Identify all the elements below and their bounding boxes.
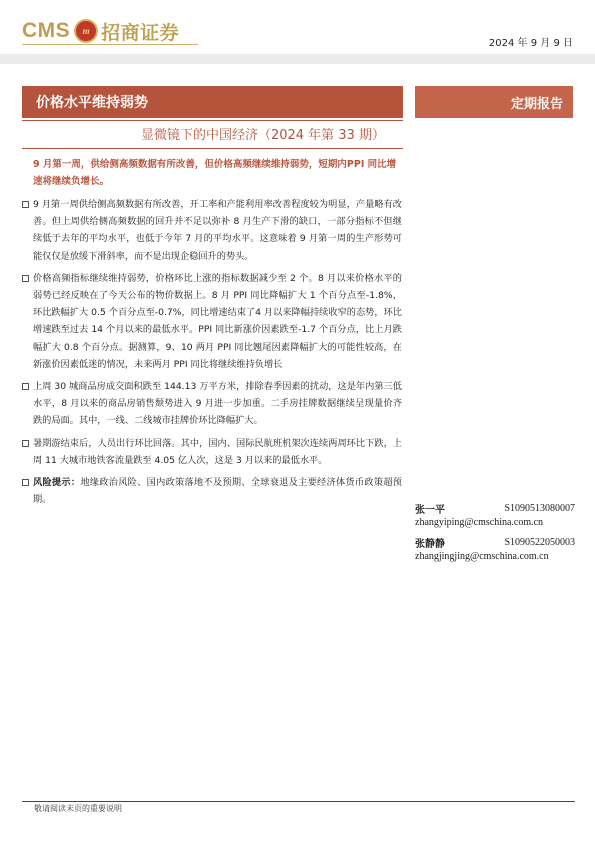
bullet-text: 风险提示：地缘政治风险、国内政策落地不及预期、全球衰退及主要经济体货币政策超预期。 [33, 477, 402, 506]
author-email[interactable]: zhangjingjing@cmschina.com.cn [415, 551, 549, 562]
author-email[interactable]: zhangyiping@cmschina.com.cn [415, 517, 544, 528]
square-bullet-icon [22, 383, 29, 390]
author-row [415, 500, 575, 517]
author-name: 张静静 [415, 539, 445, 550]
subtitle-rule [22, 148, 403, 149]
logo-emblem-icon: m [74, 19, 98, 43]
title-rule [22, 120, 403, 121]
bullet-text: 价格高频指标继续维持弱势，价格环比上涨的指标数据减少至 2 个。8 月以来价格水平的弱势已经反映在了今天公布的物价数据上。8 月 PPI 同比降幅扩大 1 个百分点至-1.8%，环比跌幅扩大 0.5 个百分点至-0.7%，同比增速结束了4 月以来降幅持续收窄的态势，环比增速跌至过去 14 个月以来的最低水平。PPI 同比新涨价因素跌至-1.7 个百分点，比上月跌幅扩大 0.8 个百分点。据测算，9、10 两月 PPI 同比翘尾因素降幅扩大的可能性较高，在新涨价因素低迷的情况，未来两月 PPI 同比将继续维持负增长 [33, 272, 402, 370]
title-banner [22, 86, 403, 118]
author-license-id: S1090522050003 [504, 537, 575, 548]
square-bullet-icon [22, 201, 29, 208]
bullet-text: 暑期游结束后，人员出行环比回落。其中，国内、国际民航班机架次连续两周环比下跌，上周 11 大城市地铁客流量跌至 4.05 亿人次，这是 3 月以来的最低水平。 [33, 437, 402, 466]
square-bullet-icon [22, 275, 29, 282]
bullet-text: 9 月第一周供给侧高频数据有所改善，开工率和产能利用率改善程度较为明显，产量略有改善。但上周供给侧高频数据的回升并不足以弥补 8 月生产下滑的缺口，一部分指标不但继续低于去年的平均水平，也低于今年 7 月的平均水平。这意味着 9 月第一周的生产形势可能仅仅是放缓下滑斜率，而不是出现企稳回升的势头。 [33, 199, 402, 262]
author-license-id: S1090513080007 [504, 503, 575, 514]
footer-rule [22, 801, 575, 802]
bullet-item [22, 270, 402, 373]
bullet-text: 上周 30 城商品房成交面积跌至 144.13 万平方米，排除春季因素的扰动，这是年内第三低水平，8 月以来的商品房销售颓势进入 9 月进一步加重。二手房挂牌数据继续呈现量价齐跌的局面。其中，一线、二线城市挂牌价环比降幅扩大。 [33, 381, 402, 427]
report-subtitle: 显微镜下的中国经济（2024 年第 33 期） [140, 128, 385, 143]
header-divider [0, 54, 595, 64]
bullet-item-risk [22, 474, 402, 508]
report-title: 价格水平维持弱势 [36, 95, 148, 111]
report-type: 定期报告 [510, 96, 563, 112]
bullet-item [22, 196, 402, 265]
author-name: 张一平 [415, 505, 445, 516]
footer-disclaimer-note[interactable]: 敬请阅读末页的重要说明 [34, 804, 122, 813]
summary-paragraph: 9 月第一周，供给侧高频数据有所改善，但价格高频继续维持弱势，短期内PPI 同比增速将继续负增长。 [33, 159, 397, 187]
bullet-list [22, 196, 402, 513]
bullet-item [22, 435, 402, 469]
report-type-banner [415, 86, 573, 118]
cms-logo [22, 16, 179, 46]
risk-label: 风险提示： [33, 477, 81, 489]
logo-text-cn: 招商证券 [101, 21, 180, 44]
bullet-item [22, 378, 402, 430]
square-bullet-icon [22, 479, 29, 486]
square-bullet-icon [22, 440, 29, 447]
logo-text-cms: CMS [22, 19, 71, 42]
author-row [415, 534, 575, 551]
logo-underline [22, 44, 198, 45]
author-panel [415, 500, 575, 568]
report-date: 2024 年 9 月 9 日 [488, 38, 573, 49]
